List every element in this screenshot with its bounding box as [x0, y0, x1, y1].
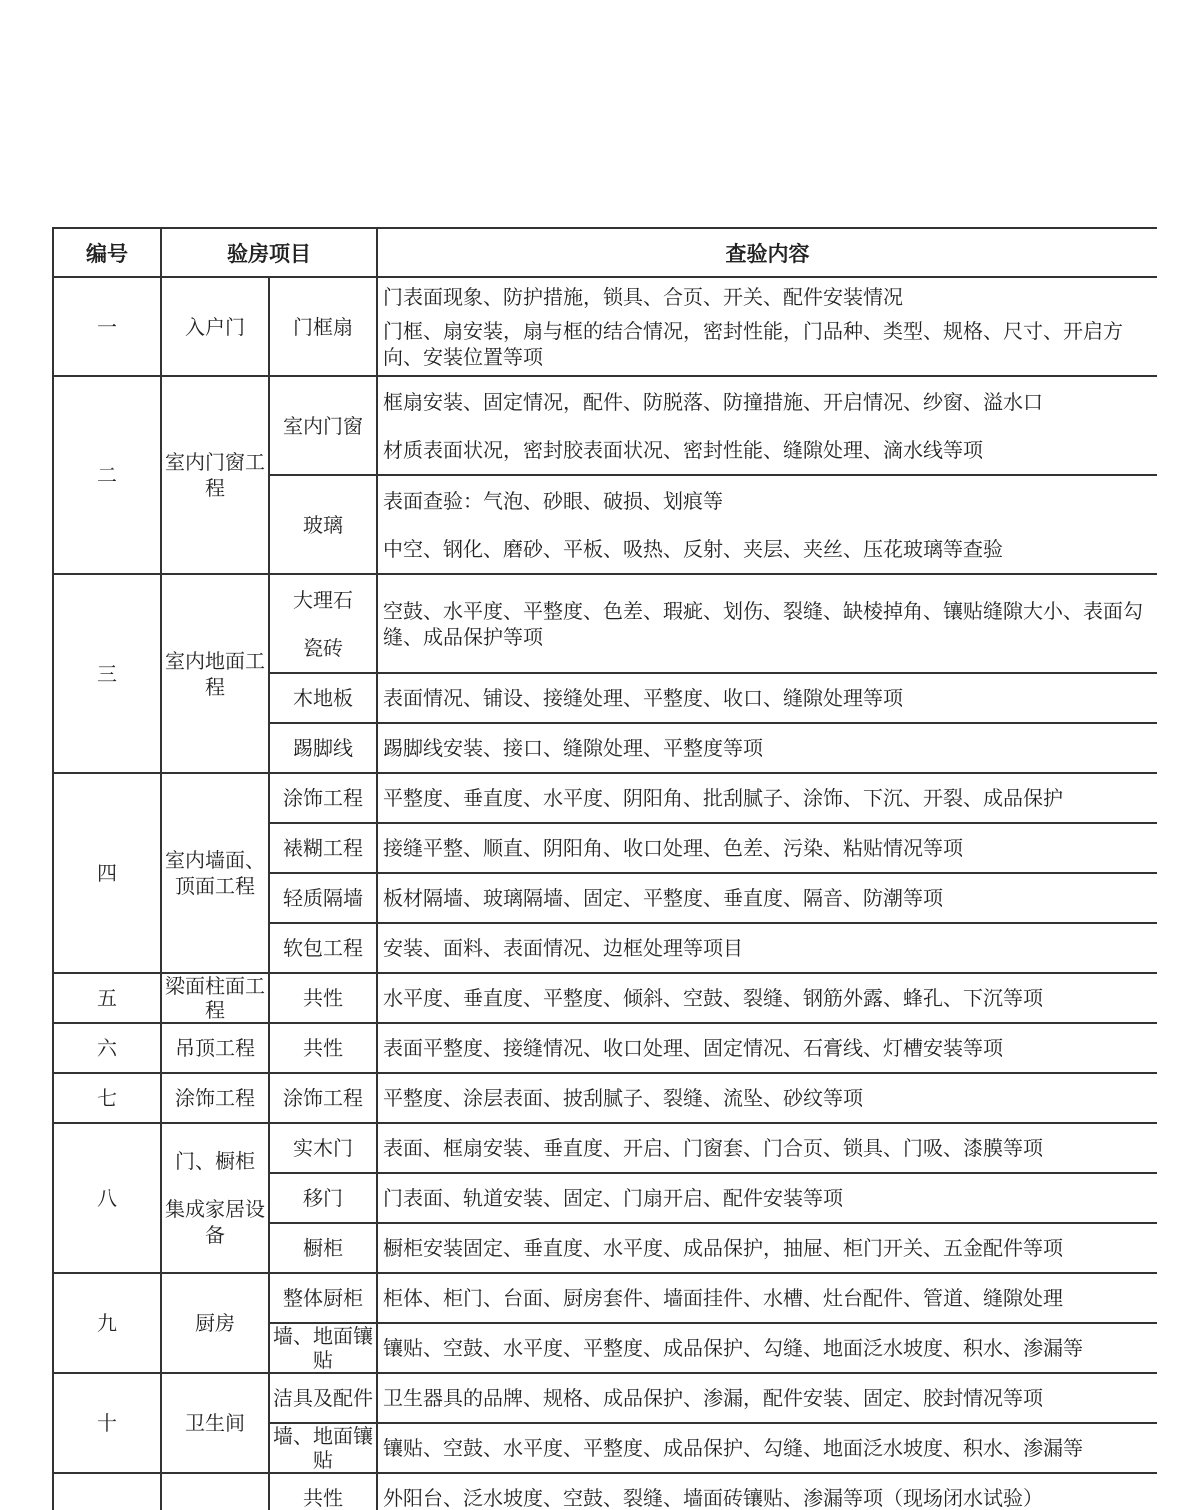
content-line: 表面平整度、接缝情况、收口处理、固定情况、石膏线、灯槽安装等项	[383, 1036, 1003, 1060]
content-line: 中空、钢化、磨砂、平板、吸热、反射、夹层、夹丝、压花玻璃等查验	[383, 536, 1003, 561]
table-row	[53, 376, 1157, 475]
check-content	[377, 1423, 1157, 1473]
sub-item-name: 裱糊工程	[269, 823, 377, 873]
group-category-line: 集成家居设备	[165, 1197, 265, 1247]
sub-item-name: 橱柜	[269, 1223, 377, 1273]
content-line: 板材隔墙、玻璃隔墙、固定、平整度、垂直度、隔音、防潮等项	[383, 886, 943, 910]
check-content	[377, 1073, 1157, 1123]
content-line: 外阳台、泛水坡度、空鼓、裂缝、墙面砖镶贴、渗漏等项（现场闭水试验）	[383, 1486, 1043, 1510]
sub-item-name: 踢脚线	[269, 723, 377, 773]
check-content	[377, 873, 1157, 923]
check-content	[377, 277, 1157, 376]
group-number	[53, 1473, 161, 1510]
check-content	[377, 1323, 1157, 1373]
check-content	[377, 1373, 1157, 1423]
group-number: 六	[53, 1023, 161, 1073]
group-category: 室内门窗工程	[161, 376, 269, 574]
check-content	[377, 823, 1157, 873]
check-content	[377, 973, 1157, 1023]
sub-item-name: 洁具及配件	[269, 1373, 377, 1423]
content-line: 踢脚线安装、接口、缝隙处理、平整度等项	[383, 736, 763, 760]
check-content	[377, 673, 1157, 723]
table-row	[53, 1023, 1157, 1073]
group-category	[161, 1123, 269, 1273]
check-content	[377, 574, 1157, 673]
group-category	[161, 1473, 269, 1510]
group-number: 二	[53, 376, 161, 574]
sub-item-name: 涂饰工程	[269, 1073, 377, 1123]
content-line: 门框、扇安装，扇与框的结合情况，密封性能，门品种、类型、规格、尺寸、开启方向、安装位置等项	[383, 318, 1123, 369]
check-content	[377, 1273, 1157, 1323]
content-line: 表面、框扇安装、垂直度、开启、门窗套、门合页、锁具、门吸、漆膜等项	[383, 1136, 1043, 1160]
group-number: 八	[53, 1123, 161, 1273]
content-line: 镶贴、空鼓、水平度、平整度、成品保护、勾缝、地面泛水坡度、积水、渗漏等	[383, 1336, 1083, 1360]
content-line: 平整度、涂层表面、披刮腻子、裂缝、流坠、砂纹等项	[383, 1086, 863, 1110]
check-content	[377, 1173, 1157, 1223]
content-line: 橱柜安装固定、垂直度、水平度、成品保护，抽屉、柜门开关、五金配件等项	[383, 1236, 1063, 1260]
sub-item-name: 木地板	[269, 673, 377, 723]
group-category: 涂饰工程	[161, 1073, 269, 1123]
group-category: 入户门	[161, 277, 269, 376]
group-category: 厨房	[161, 1273, 269, 1373]
header-no: 编号	[53, 228, 161, 277]
sub-item-name	[269, 574, 377, 673]
table-row	[53, 1273, 1157, 1323]
table-row	[53, 277, 1157, 376]
content-line: 表面查验：气泡、砂眼、破损、划痕等	[383, 488, 723, 513]
sub-item-name: 移门	[269, 1173, 377, 1223]
table-row	[53, 574, 1157, 673]
sub-item-name: 整体厨柜	[269, 1273, 377, 1323]
content-line: 卫生器具的品牌、规格、成品保护、渗漏，配件安装、固定、胶封情况等项	[383, 1386, 1043, 1410]
inspection-table	[52, 227, 1157, 1510]
check-content	[377, 773, 1157, 823]
sub-item-name: 室内门窗	[269, 376, 377, 475]
sub-item-name-line: 瓷砖	[303, 635, 343, 660]
content-line: 水平度、垂直度、平整度、倾斜、空鼓、裂缝、钢筋外露、蜂孔、下沉等项	[383, 986, 1043, 1010]
table-row	[53, 973, 1157, 1023]
table-row	[53, 1373, 1157, 1423]
group-number: 一	[53, 277, 161, 376]
check-content	[377, 1123, 1157, 1173]
check-content	[377, 723, 1157, 773]
check-content	[377, 376, 1157, 475]
group-number: 七	[53, 1073, 161, 1123]
group-category: 梁面柱面工程	[161, 973, 269, 1023]
table-row	[53, 1473, 1157, 1510]
check-content	[377, 1473, 1157, 1510]
content-line: 柜体、柜门、台面、厨房套件、墙面挂件、水槽、灶台配件、管道、缝隙处理	[383, 1286, 1063, 1310]
header-item: 验房项目	[161, 228, 377, 277]
group-number: 九	[53, 1273, 161, 1373]
sub-item-name-line: 大理石	[293, 587, 353, 612]
group-category: 室内地面工程	[161, 574, 269, 773]
sub-item-name: 轻质隔墙	[269, 873, 377, 923]
group-number: 三	[53, 574, 161, 773]
inspection-table-wrapper	[52, 227, 1157, 1510]
table-row	[53, 773, 1157, 823]
group-category: 吊顶工程	[161, 1023, 269, 1073]
content-line: 平整度、垂直度、水平度、阴阳角、批刮腻子、涂饰、下沉、开裂、成品保护	[383, 786, 1063, 810]
group-number: 五	[53, 973, 161, 1023]
group-category-line: 门、橱柜	[175, 1149, 255, 1173]
content-line: 空鼓、水平度、平整度、色差、瑕疵、划伤、裂缝、缺棱掉角、镶贴缝隙大小、表面勾缝、成品保护等项	[383, 598, 1143, 649]
check-content	[377, 1023, 1157, 1073]
sub-item-name: 墙、地面镶贴	[269, 1323, 377, 1373]
sub-item-name: 玻璃	[269, 475, 377, 574]
sub-item-name: 共性	[269, 1023, 377, 1073]
check-content	[377, 1223, 1157, 1273]
content-line: 镶贴、空鼓、水平度、平整度、成品保护、勾缝、地面泛水坡度、积水、渗漏等	[383, 1436, 1083, 1460]
group-category: 室内墙面、顶面工程	[161, 773, 269, 973]
sub-item-name: 共性	[269, 973, 377, 1023]
sub-item-name: 共性	[269, 1473, 377, 1510]
content-line: 门表面现象、防护措施，锁具、合页、开关、配件安装情况	[383, 284, 903, 309]
sub-item-name: 实木门	[269, 1123, 377, 1173]
check-content	[377, 475, 1157, 574]
group-category: 卫生间	[161, 1373, 269, 1473]
content-line: 接缝平整、顺直、阴阳角、收口处理、色差、污染、粘贴情况等项	[383, 836, 963, 860]
check-content	[377, 923, 1157, 973]
table-row	[53, 1073, 1157, 1123]
sub-item-name: 软包工程	[269, 923, 377, 973]
content-line: 门表面、轨道安装、固定、门扇开启、配件安装等项	[383, 1186, 843, 1210]
content-line: 安装、面料、表面情况、边框处理等项目	[383, 936, 743, 960]
sub-item-name: 门框扇	[269, 277, 377, 376]
table-header-row	[53, 228, 1157, 277]
group-number: 十	[53, 1373, 161, 1473]
table-row	[53, 1123, 1157, 1173]
content-line: 材质表面状况，密封胶表面状况、密封性能、缝隙处理、滴水线等项	[383, 437, 983, 462]
sub-item-name: 涂饰工程	[269, 773, 377, 823]
header-content: 查验内容	[377, 228, 1157, 277]
group-number: 四	[53, 773, 161, 973]
sub-item-name: 墙、地面镶贴	[269, 1423, 377, 1473]
content-line: 表面情况、铺设、接缝处理、平整度、收口、缝隙处理等项	[383, 686, 903, 710]
content-line: 框扇安装、固定情况，配件、防脱落、防撞措施、开启情况、纱窗、溢水口	[383, 389, 1043, 414]
